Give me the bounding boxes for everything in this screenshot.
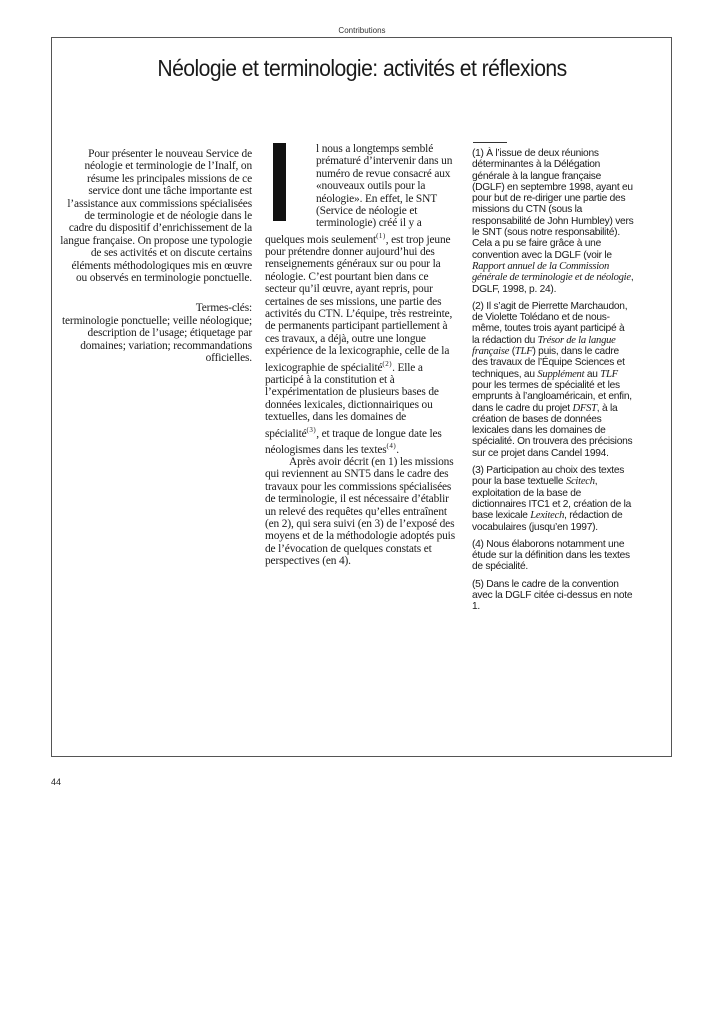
footnote-5: (5) Dans le cadre de la convention avec la DGLF citée ci-dessus en note 1.: [472, 578, 633, 613]
abstract: [60, 148, 252, 365]
footnotes-column: [472, 142, 634, 619]
keywords-label: Termes-clés:: [195, 302, 252, 315]
paragraph-1: l nous a longtemps semblé prématuré d’intervenir dans un numéro de revue consacré aux «nouveaux outils pour la néologie». En effet, le SNT (Service de néologie et terminologie) créé il y a quelques mois seulement$^{(1)}$, est trop jeune pour prétendre donner aujourd’hui des renseignements généraux sur ou pour la néologie. C’est pourtant bien dans ce secteur qu’il œuvre, ayant repris, pour certaines de ses missions, une partie des activités du CTN. L’équipe, très restreinte, de permanents participant partiellement à ces travaux, a déjà, outre une longue expérience de la lexicographie, celle de la lexicographie de spécialité$^{(2)}$. Elle a participé à la constitution et à l’expérimentation de plusieurs bases de données lexicales, dictionnairiques ou textuelles, dans les domaines de spécialité$^{(3)}$, et traque de longue date les néologismes dans les textes$^{(4)}$.: [265, 143, 453, 456]
footnote-1: (1) À l’issue de deux réunions déterminantes à la Délégation générale à la langue française (DGLF) en septembre 1998, ayant eu pour but de re-diriger une partie des missions du CTN (sous la responsabilité de John Humbley) vers le SNT (sous notre responsabilité). Cela a pu se faire grâce à une convention avec la DGLF (voir le Rapport annuel de la Commission générale de terminologie et de néologie, DGLF, 1998, p. 24).: [472, 148, 634, 295]
note-ref-1[interactable]: (1): [376, 231, 386, 240]
note-ref-4[interactable]: (4): [386, 441, 397, 450]
main-text-column: [265, 143, 459, 568]
abstract-text: Pour présenter le nouveau Service de néologie et terminologie de l’Inalf, on résume les principales missions de ce service dont une tâche importante est l’assistance aux commissions spécialisées de terminologie et de néologie dans le cadre du dispositif d’enrichissement de la langue française. On propose une typologie de ses activités et on discute certains éléments méthodologiques mis en œuvre ou observés en terminologie ponctuelle.: [60, 148, 252, 285]
drop-cap-initial: [273, 143, 286, 221]
footnote-3: (3) Participation au choix des textes pour la base textuelle Scitech, exploitation de la base de dictionnaires ITC1 et 2, création de la base lexicale Lexitech, rédaction de vocabulaires (jusqu’en 1997).: [472, 465, 632, 533]
footnote-2: (2) Il s’agit de Pierrette Marchaudon, de Violette Tolédano et de nous-même, toutes trois ayant participé à la rédaction du Trésor de la langue française (TLF) puis, dans le cadre des travaux de l’Équipe Sciences et techniques, au Supplément au TLF pour les termes de spécialité et les emprunts à l’angloaméricain, et enfin, dans le cadre du projet DFST, à la création de bases de données lexicales dans les domaines de spécialité. On trouvera des précisions sur ce projet dans Candel 1994.: [472, 300, 633, 459]
keywords-list: terminologie ponctuelle; veille néologique; description de l’usage; étiquetage par domaines; variation; recommandations officielles.: [62, 314, 252, 365]
note-ref-2[interactable]: (2): [382, 359, 393, 368]
article-title: Néologie et terminologie: activités et réflexions: [157, 55, 567, 82]
note-ref-3[interactable]: (3): [306, 425, 317, 434]
footnote-rule: [473, 142, 507, 143]
footnote-4: (4) Nous élaborons notamment une étude sur la définition dans les textes de spécialité.: [472, 538, 630, 573]
page-number: 44: [51, 777, 62, 787]
running-head: Contributions: [338, 26, 386, 35]
paragraph-2: Après avoir décrit (en 1) les missions qui reviennent au SNT5 dans le cadre des travaux pour les commissions spécialisées de terminologie, il est nécessaire d’établir un relevé des requêtes qu’elles entraînent (en 2), qui sera suivi (en 3) de l’exposé des moyens et de la méthodologie adoptés puis de l’évocation de quelques constats et perspectives (en 4).: [265, 455, 455, 568]
